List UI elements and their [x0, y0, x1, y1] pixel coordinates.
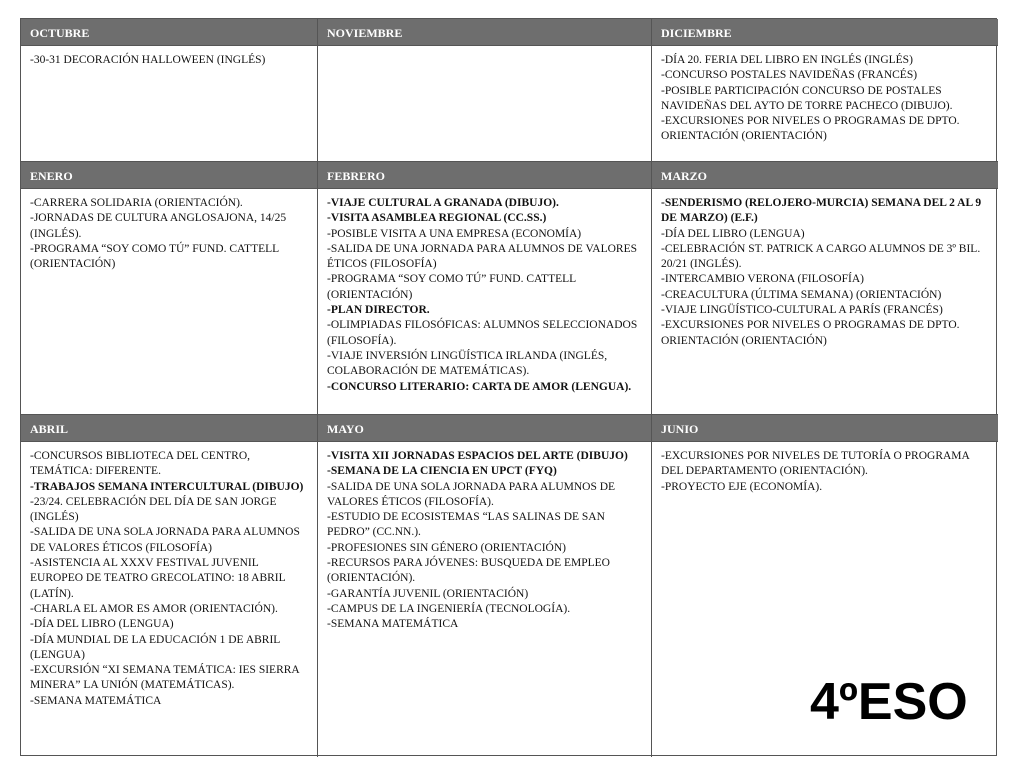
activity-item: -CHARLA EL AMOR ES AMOR (ORIENTACIÓN).	[30, 602, 278, 615]
activity-item: -SALIDA DE UNA SOLA JORNADA PARA ALUMNOS DE VALORES ÉTICOS (FILOSOFÍA)	[30, 526, 300, 554]
activity-item: -CREACULTURA (ÚLTIMA SEMANA) (ORIENTACIÓN)	[661, 288, 942, 301]
grade-label: 4ºESO	[810, 673, 968, 731]
month-header-octubre: OCTUBRE	[21, 19, 318, 46]
activity-item: -DÍA DEL LIBRO (LENGUA)	[30, 618, 174, 631]
month-header-febrero: FEBRERO	[318, 162, 652, 189]
activity-item: -OLIMPIADAS FILOSÓFICAS: ALUMNOS SELECCIONADOS (FILOSOFÍA).	[327, 319, 638, 347]
activity-item: -INTERCAMBIO VERONA (FILOSOFÍA)	[661, 273, 864, 286]
activity-item: -EXCURSIÓN “XI SEMANA TEMÁTICA: IES SIERRA MINERA” LA UNIÓN (MATEMÁTICAS).	[30, 664, 300, 692]
activity-item: -SEMANA MATEMÁTICA	[327, 618, 459, 631]
activity-item: -VIAJE INVERSIÓN LINGÜÍSTICA IRLANDA (INGLÉS, COLABORACIÓN DE MATEMÁTICAS).	[327, 349, 608, 378]
activities-calendar-table	[20, 18, 997, 756]
month-header-junio: JUNIO	[652, 415, 998, 442]
month-cell-noviembre	[318, 46, 652, 162]
activity-item: -23/24. CELEBRACIÓN DEL DÍA DE SAN JORGE (INGLÉS)	[30, 495, 277, 524]
month-header-mayo: MAYO	[318, 415, 652, 442]
activity-item: -ESTUDIO DE ECOSISTEMAS “LAS SALINAS DE SAN PEDRO” (CC.NN.).	[327, 511, 605, 539]
activity-item: -EXCURSIONES POR NIVELES O PROGRAMAS DE DPTO. ORIENTACIÓN (ORIENTACIÓN)	[661, 115, 960, 143]
activity-item: -30-31 DECORACIÓN HALLOWEEN (INGLÉS)	[30, 54, 266, 66]
activity-item: -JORNADAS DE CULTURA ANGLOSAJONA, 14/25 (INGLÉS).	[30, 212, 287, 240]
month-cell-enero	[21, 189, 318, 415]
activity-item: -CONCURSO POSTALES NAVIDEÑAS (FRANCÉS)	[661, 69, 918, 82]
activity-item: -RECURSOS PARA JÓVENES: BUSQUEDA DE EMPLEO (ORIENTACIÓN).	[327, 557, 610, 585]
activity-item: -TRABAJOS SEMANA INTERCULTURAL (DIBUJO)	[30, 480, 304, 493]
activity-item: -POSIBLE VISITA A UNA EMPRESA (ECONOMÍA)	[327, 227, 582, 240]
activity-item: -SENDERISMO (RELOJERO-MURCIA) SEMANA DEL 2 AL 9 DE MARZO) (E.F.)	[661, 197, 982, 225]
activity-item: -DÍA DEL LIBRO (LENGUA)	[661, 227, 805, 240]
activity-item: -PROGRAMA “SOY COMO TÚ” FUND. CATTELL (ORIENTACIÓN)	[327, 273, 576, 301]
month-header-marzo: MARZO	[652, 162, 998, 189]
activity-item: -SEMANA MATEMÁTICA	[30, 694, 162, 707]
activity-item: -PLAN DIRECTOR.	[327, 304, 430, 317]
activity-item: -PROFESIONES SIN GÉNERO (ORIENTACIÓN)	[327, 541, 566, 554]
activity-item: -PROYECTO EJE (ECONOMÍA).	[661, 480, 823, 493]
activity-item: -VIAJE LINGÜÍSTICO-CULTURAL A PARÍS (FRANCÉS)	[661, 304, 943, 317]
activity-item: -PROGRAMA “SOY COMO TÚ” FUND. CATTELL (ORIENTACIÓN)	[30, 242, 279, 271]
month-cell-abril	[21, 442, 318, 757]
month-header-abril: ABRIL	[21, 415, 318, 442]
month-cell-febrero	[318, 189, 652, 415]
activity-item: -EXCURSIONES POR NIVELES DE TUTORÍA O PROGRAMA DEL DEPARTAMENTO (ORIENTACIÓN).	[661, 450, 970, 478]
activity-item: -CAMPUS DE LA INGENIERÍA (TECNOLOGÍA).	[327, 602, 571, 615]
month-cell-octubre	[21, 46, 318, 162]
month-header-enero: ENERO	[21, 162, 318, 189]
activity-item: -CELEBRACIÓN ST. PATRICK A CARGO ALUMNOS DE 3º BIL. 20/21 (INGLÉS).	[661, 242, 981, 271]
activity-item: -CONCURSOS BIBLIOTECA DEL CENTRO, TEMÁTICA: DIFERENTE.	[30, 450, 250, 478]
activity-item: -EXCURSIONES POR NIVELES O PROGRAMAS DE DPTO. ORIENTACIÓN (ORIENTACIÓN)	[661, 319, 960, 347]
activity-item: -VIAJE CULTURAL A GRANADA (DIBUJO).	[327, 197, 559, 209]
activity-item: -DÍA MUNDIAL DE LA EDUCACIÓN 1 DE ABRIL (LENGUA)	[30, 633, 280, 661]
activity-item: -CARRERA SOLIDARIA (ORIENTACIÓN).	[30, 197, 243, 209]
month-cell-marzo	[652, 189, 998, 415]
activity-item: -CONCURSO LITERARIO: CARTA DE AMOR (LENGUA).	[327, 380, 632, 393]
activity-item: -POSIBLE PARTICIPACIÓN CONCURSO DE POSTALES NAVIDEÑAS DEL AYTO DE TORRE PACHECO (DIBUJO).	[661, 84, 953, 112]
activity-item: -VISITA XII JORNADAS ESPACIOS DEL ARTE (DIBUJO)	[327, 450, 628, 462]
activity-item: -GARANTÍA JUVENIL (ORIENTACIÓN)	[327, 587, 529, 600]
activity-item: -SALIDA DE UNA SOLA JORNADA PARA ALUMNOS DE VALORES ÉTICOS (FILOSOFÍA).	[327, 480, 616, 508]
activity-item: -SEMANA DE LA CIENCIA EN UPCT (FYQ)	[327, 465, 557, 478]
activity-item: -ASISTENCIA AL XXXV FESTIVAL JUVENIL EUROPEO DE TEATRO GRECOLATINO: 18 ABRIL (LATÍN).	[30, 557, 286, 600]
activity-item: -SALIDA DE UNA JORNADA PARA ALUMNOS DE VALORES ÉTICOS (FILOSOFÍA)	[327, 242, 638, 271]
activity-item: -VISITA ASAMBLEA REGIONAL (CC.SS.)	[327, 212, 547, 225]
month-cell-mayo	[318, 442, 652, 757]
month-header-noviembre: NOVIEMBRE	[318, 19, 652, 46]
month-cell-diciembre	[652, 46, 998, 162]
month-header-diciembre: DICIEMBRE	[652, 19, 998, 46]
activity-item: -DÍA 20. FERIA DEL LIBRO EN INGLÉS (INGLÉS)	[661, 54, 913, 66]
